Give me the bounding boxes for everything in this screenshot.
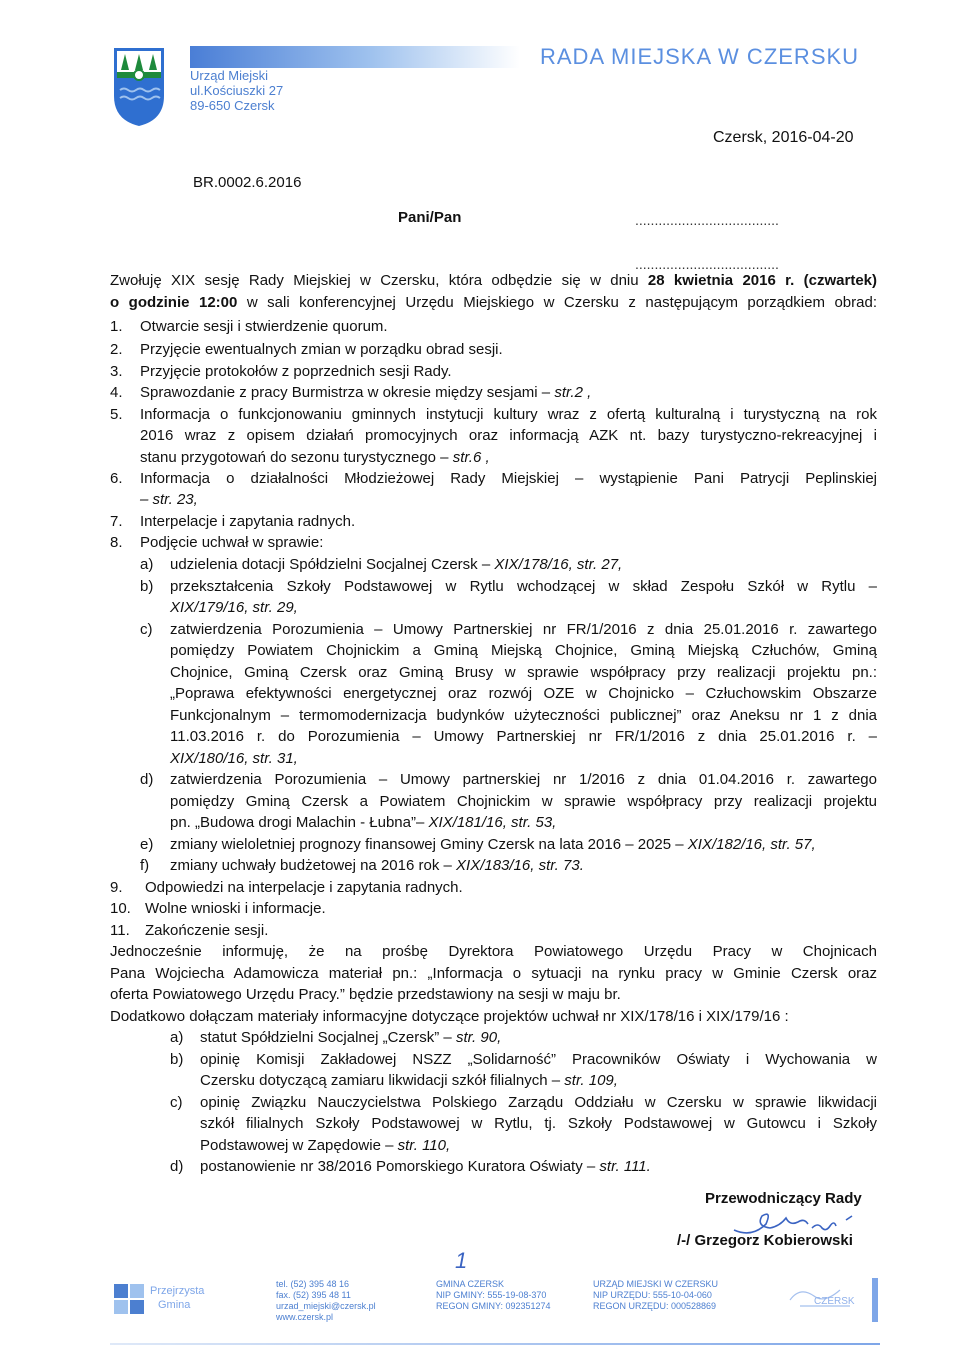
intro-line-1: Zwołuję XIX sesję Rady Miejskiej w Czersku, która odbędzie się w dniu 28 kwietnia 2016 r. (czwartek)	[110, 272, 877, 289]
agenda-number: 9.	[110, 879, 123, 896]
agenda-number: 3.	[110, 363, 123, 380]
agenda-number: 8.	[110, 534, 123, 551]
agenda-number: 6.	[110, 470, 123, 487]
notice-line-1: Jednocześnie informuję, że na prośbę Dyrektora Powiatowego Urzędu Pracy w Chojnicach	[110, 943, 877, 960]
municipal-crest-icon	[112, 46, 166, 128]
attachment-letter: a)	[170, 1029, 184, 1046]
notice-line-4: Dodatkowo dołączam materiały informacyjne dotyczące projektów uchwał nr XIX/178/16 i XIX/179/16 :	[110, 1008, 789, 1025]
resolution-letter: f)	[140, 857, 150, 874]
resolution-d-line-1: zatwierdzenia Porozumienia – Umowy partnerskiej nr 1/2016 z dnia 01.04.2016 r. zawartego	[170, 771, 877, 788]
agenda-item-9: Odpowiedzi na interpelacje i zapytania radnych.	[145, 879, 463, 896]
agenda-item-5-line-2: 2016 wraz z opisem działań promocyjnych oraz informacją AZK nt. bazy turystyczno-rekreacyjnej i	[140, 427, 877, 444]
resolution-b-line-2: XIX/179/16, str. 29,	[170, 599, 298, 616]
resolution-e: zmiany wieloletniej prognozy finansowej Gminy Czersk na lata 2016 – 2025 – XIX/182/16, str. 57,	[170, 836, 816, 853]
footer-rule	[110, 1343, 880, 1345]
attachment-letter: d)	[170, 1158, 184, 1175]
attachment-letter: b)	[170, 1051, 184, 1068]
footer-phone: tel. (52) 395 48 16	[276, 1279, 350, 1289]
addressee-label: Pani/Pan	[398, 209, 462, 226]
reference-number: BR.0002.6.2016	[193, 174, 302, 191]
agenda-item-5-line-3: stanu przygotowań do sezonu turystycznego – str.6 ,	[140, 449, 490, 466]
footer-gmina-regon: REGON GMINY: 092351274	[436, 1301, 551, 1311]
council-title: RADA MIEJSKA W CZERSKU	[540, 44, 860, 69]
resolution-letter: e)	[140, 836, 154, 853]
attachment-d: postanowienie nr 38/2016 Pomorskiego Kuratora Oświaty – str. 111.	[200, 1158, 651, 1175]
footer-urzad-nip: NIP URZĘDU: 555-10-04-060	[593, 1290, 712, 1300]
resolution-c-line-5: Funkcjonalnym – termomodernizacja budynków użyteczności publicznej” oraz Aneksu nr 1 z dnia	[170, 707, 877, 724]
resolution-letter: a)	[140, 556, 154, 573]
resolution-c-line-7: XIX/180/16, str. 31,	[170, 750, 298, 767]
slogan-line-1: Przejrzysta	[150, 1285, 205, 1297]
intro-line-2: o godzinie 12:00 w sali konferencyjnej Urzędu Miejskiego w Czersku z następującym porządkiem obrad:	[110, 294, 877, 311]
agenda-item-7: Interpelacje i zapytania radnych.	[140, 513, 356, 530]
resolution-d-line-2: pomiędzy Gminą Czersk a Powiatem Chojnickim w sprawie współpracy przy realizacji projektu	[170, 793, 877, 810]
footer-fax: fax. (52) 395 48 11	[276, 1290, 351, 1300]
notice-line-3: oferta Powiatowego Urzędu Pracy.” będzie przedstawiony na sesji w maju br.	[110, 986, 621, 1003]
footer-urzad: URZĄD MIEJSKI W CZERSKU	[593, 1279, 719, 1289]
resolution-c-line-6: 11.03.2016 r. do Porozumienia – Umowy Partnerskiej nr FR/1/2016 z dnia 25.01.2016 r. –	[170, 728, 877, 745]
attachment-c-line-3: Podstawowej w Zapędowie – str. 110,	[200, 1137, 451, 1154]
agenda-number: 1.	[110, 318, 123, 335]
agenda-item-10: Wolne wnioski i informacje.	[145, 900, 326, 917]
agenda-number: 4.	[110, 384, 123, 401]
slogan-line-2: Gmina	[158, 1299, 191, 1311]
svg-text:CZERSK: CZERSK	[814, 1296, 855, 1307]
agenda-number: 11.	[110, 922, 130, 939]
place-date: Czersk, 2016-04-20	[713, 129, 854, 146]
notice-line-2: Pana Wojciecha Adamowicza materiał pn.: „Informacja o sytuacji na rynku pracy w Gminie Czersk oraz	[110, 965, 877, 982]
addressee-dots-line2: .....................................	[635, 256, 779, 272]
resolution-f: zmiany uchwały budżetowej na 2016 rok – XIX/183/16, str. 73.	[170, 857, 584, 874]
resolution-c-line-4: „Poprawa efektywności energetycznej oraz rozwój OZE w Chojnicko – Człuchowskim Obszarze	[170, 685, 877, 702]
footer-website[interactable]: www.czersk.pl	[276, 1312, 334, 1322]
header-color-bar	[190, 46, 520, 68]
agenda-item-5-line-1: Informacja o funkcjonowaniu gminnych instytucji kultury wraz z ofertą kulturalną i turystyczną na rok	[140, 406, 877, 423]
resolution-b-line-1: przekształcenia Szkoły Podstawowej w Rytlu wchodzącej w skład Zespołu Szkół w Rytlu –	[170, 578, 877, 595]
agenda-item-3: Przyjęcie protokołów z poprzednich sesji Rady.	[140, 363, 452, 380]
resolution-letter: d)	[140, 771, 154, 788]
attachment-a: statut Spółdzielni Socjalnej „Czersk” – str. 90,	[200, 1029, 502, 1046]
resolution-letter: c)	[140, 621, 153, 638]
attachment-b-line-1: opinię Komisji Zakładowej NSZZ „Solidarność” Pracowników Oświaty i Wychowania w	[200, 1051, 877, 1068]
footer-email[interactable]: urzad_miejski@czersk.pl	[276, 1301, 376, 1311]
resolution-letter: b)	[140, 578, 154, 595]
resolution-d-line-3: pn. „Budowa drogi Malachin - Łubna”– XIX/181/16, str. 53,	[170, 814, 557, 831]
agenda-item-1: Otwarcie sesji i stwierdzenie quorum.	[140, 318, 388, 335]
agenda-item-8: Podjęcie uchwał w sprawie:	[140, 534, 324, 551]
resolution-a: udzielenia dotacji Spółdzielni Socjalnej Czersk – XIX/178/16, str. 27,	[170, 556, 623, 573]
footer-urzad-regon: REGON URZĘDU: 000528869	[593, 1301, 717, 1311]
agenda-number: 5.	[110, 406, 123, 423]
agenda-item-11: Zakończenie sesji.	[145, 922, 269, 939]
attachment-c-line-2: szkół filialnych Szkoły Podstawowej w Rytlu, tj. Szkoły Podstawowej w Gutowcu i Szkoły	[200, 1115, 877, 1132]
agenda-item-6-line-1: Informacja o działalności Młodzieżowej Rady Miejskiej – wystąpienie Pani Patrycji Peplinskiej	[140, 470, 877, 487]
agenda-number: 7.	[110, 513, 123, 530]
footer-gmina: GMINA CZERSK	[436, 1279, 505, 1289]
signature-title: Przewodniczący Rady	[705, 1190, 862, 1207]
office-street: ul.Kościuszki 27	[190, 83, 284, 98]
attachment-c-line-1: opinię Związku Nauczycielstwa Polskiego Zarządu Oddziału w Czersku w sprawie likwidacji	[200, 1094, 877, 1111]
agenda-number: 2.	[110, 341, 123, 358]
signatory-name: /-/ Grzegorz Kobierowski	[677, 1232, 853, 1249]
footer-gmina-nip: NIP GMINY: 555-19-08-370	[436, 1290, 547, 1300]
official-stamp-icon	[760, 1276, 880, 1326]
resolution-c-line-1: zatwierdzenia Porozumienia – Umowy Partnerskiej nr FR/1/2016 z dnia 25.01.2016 r. zawartego	[170, 621, 877, 638]
agenda-item-4: Sprawozdanie z pracy Burmistrza w okresie między sesjami – str.2 ,	[140, 384, 592, 401]
resolution-c-line-3: Chojnice, Gminą Czersk oraz Gminą Brusy w sprawie współpracy przy realizacji projektu pn.:	[170, 664, 877, 681]
attachment-letter: c)	[170, 1094, 183, 1111]
transparent-gmina-logo-icon	[112, 1282, 146, 1316]
agenda-item-2: Przyjęcie ewentualnych zmian w porządku obrad sesji.	[140, 341, 503, 358]
attachment-b-line-2: Czersku dotyczącą zamiaru likwidacji szkół filialnych – str. 109,	[200, 1072, 618, 1089]
agenda-item-6-line-2: – str. 23,	[140, 491, 198, 508]
office-postcode: 89-650 Czersk	[190, 98, 275, 113]
addressee-dots-line1: .....................................	[635, 212, 779, 228]
agenda-number: 10.	[110, 900, 131, 917]
resolution-c-line-2: pomiędzy Powiatem Chojnickim a Gminą Miejską Chojnice, Gminą Miejską Człuchów, Gminą	[170, 642, 877, 659]
page-number-mark: 1	[455, 1248, 468, 1273]
office-name: Urząd Miejski	[190, 68, 269, 83]
